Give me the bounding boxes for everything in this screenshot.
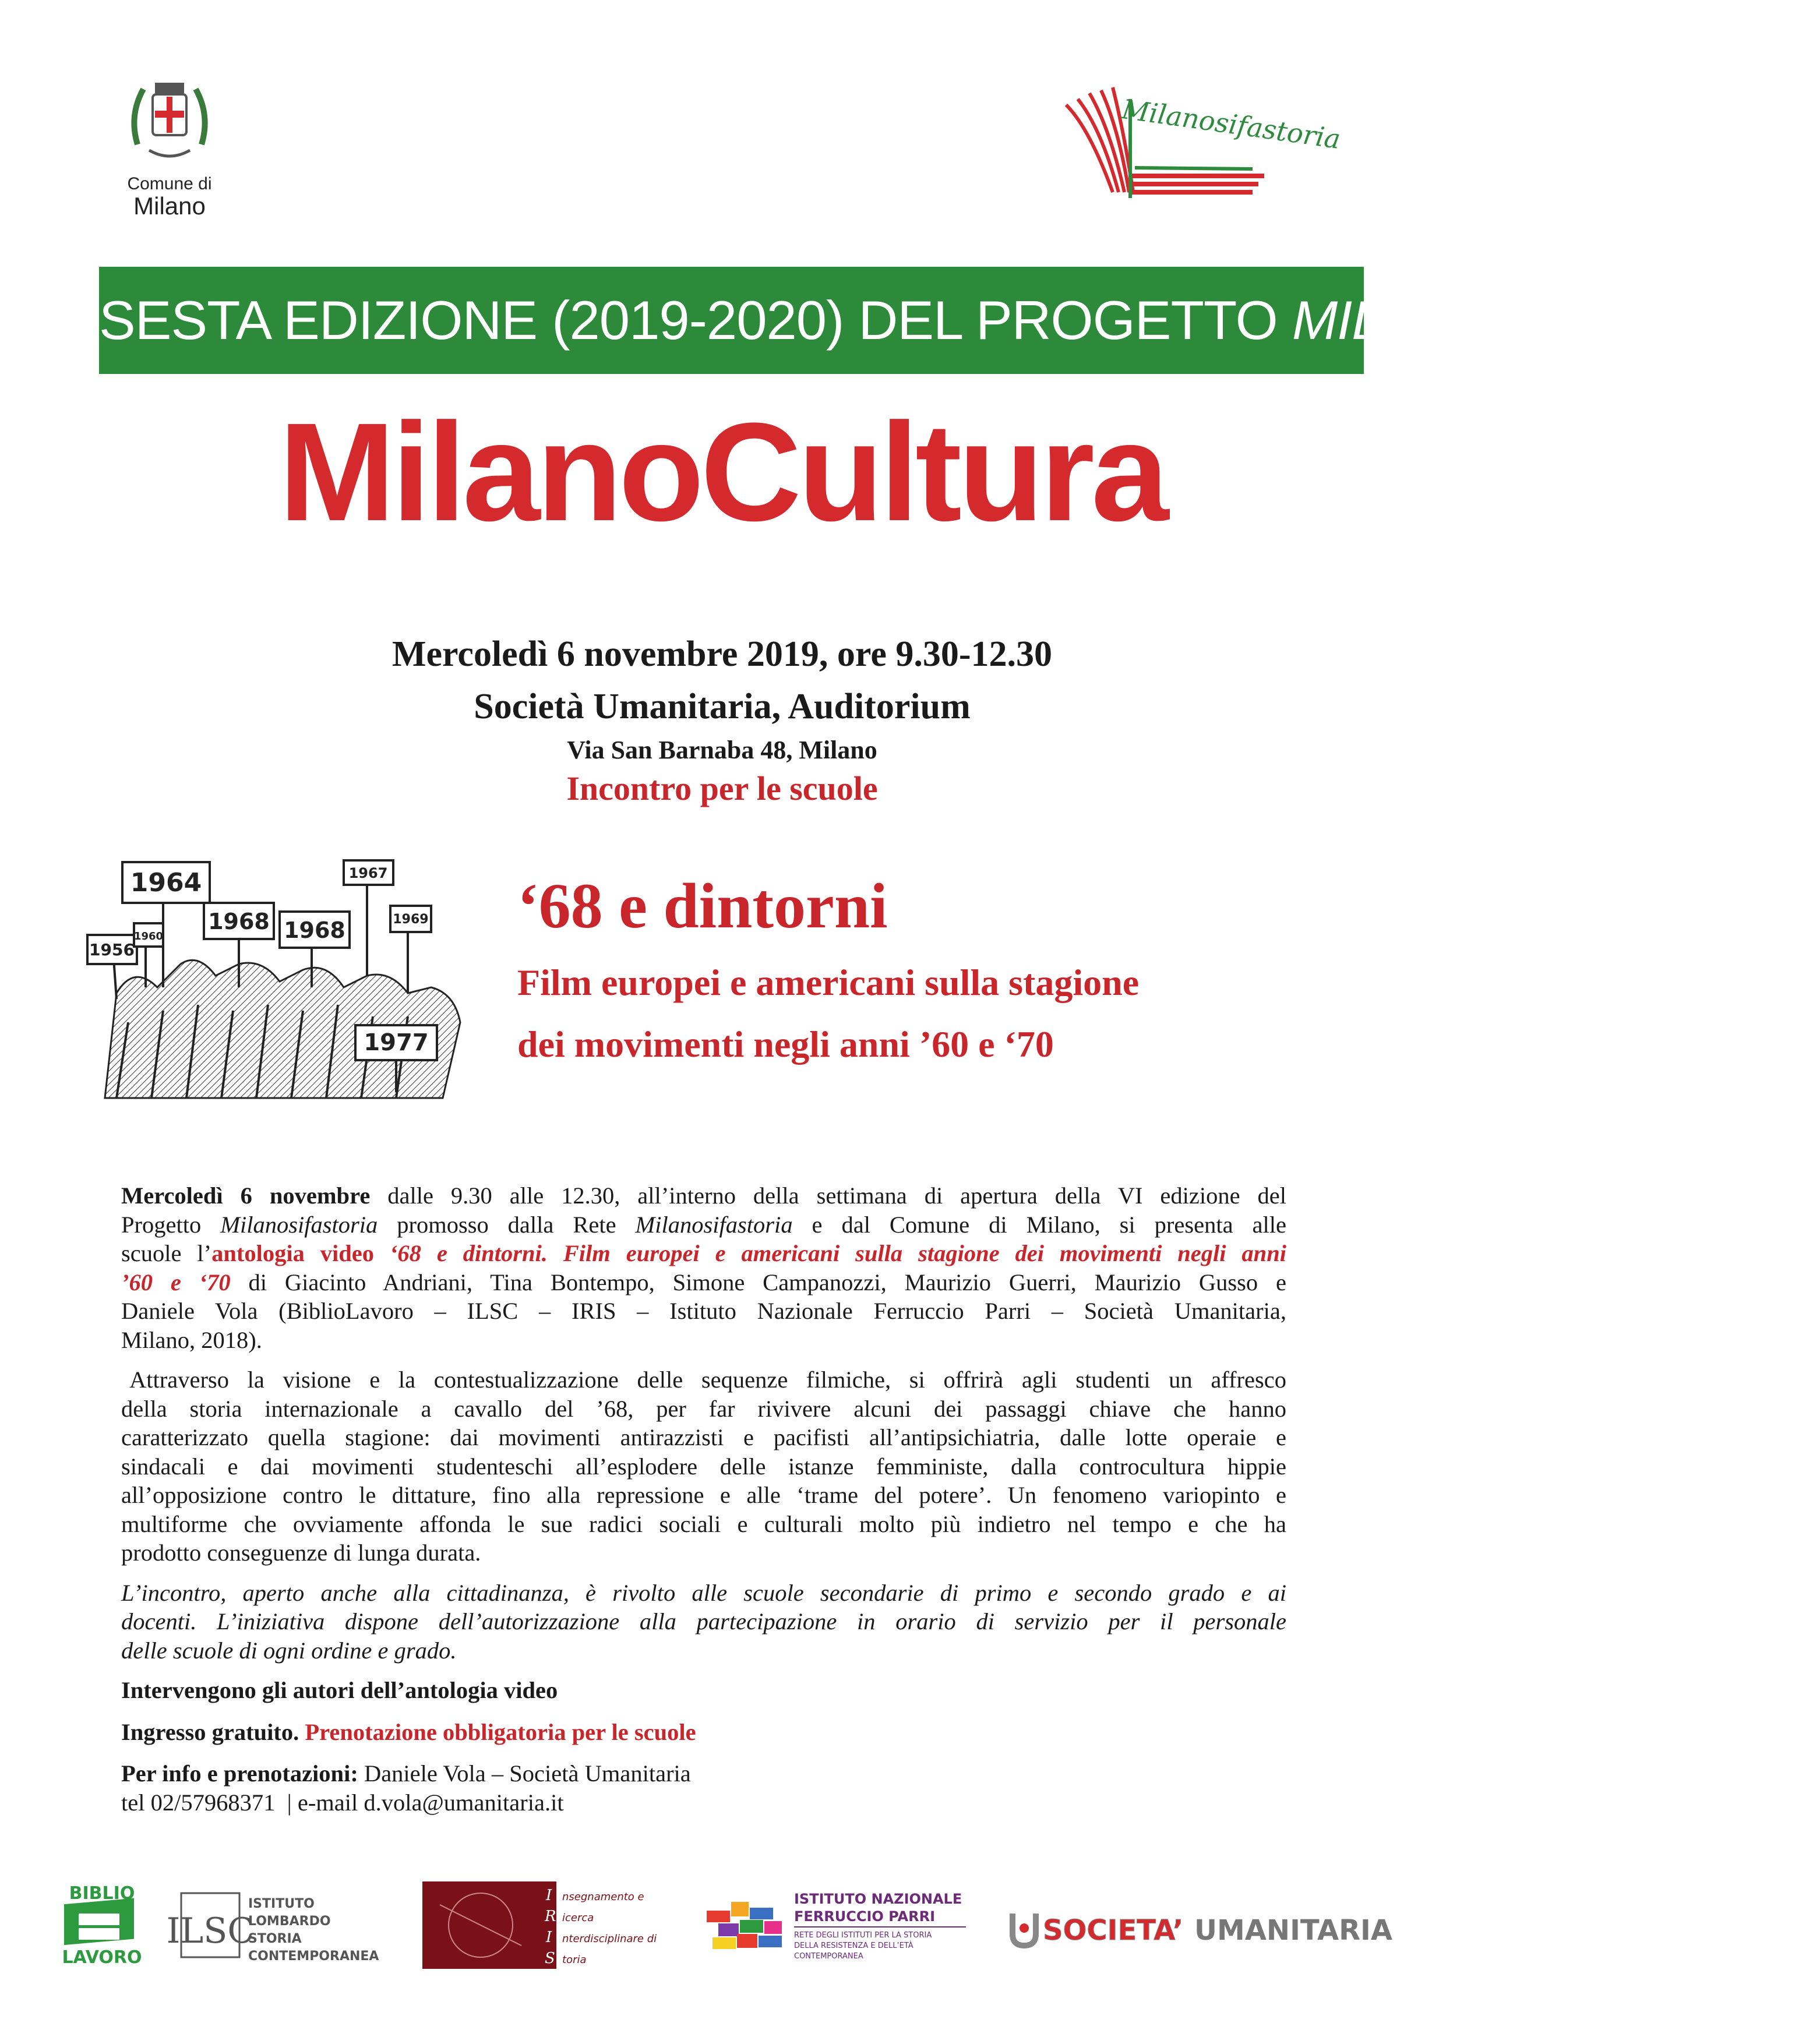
description-line: sindacali e dai movimenti studenteschi all’esplodere delle istanze femministe, dalla controcultura hippie (121, 1453, 1286, 1480)
event-venue: Società Umanitaria, Auditorium (474, 687, 971, 726)
milan-crest-icon (126, 75, 213, 168)
iris-insegnamento: nsegnamento e (562, 1891, 644, 1903)
ilsc-initials: ILSC (166, 1911, 255, 1951)
bibliolavoro-logo (58, 1881, 146, 1969)
sign-label-1960: 1960 (133, 930, 164, 942)
contact-info (121, 1759, 1286, 1788)
sign-label-1967: 1967 (348, 865, 388, 881)
sign-label-1968-a: 1968 (208, 909, 270, 934)
ilsc-logo (166, 1881, 382, 1969)
umanitaria-societa: SOCIETA’ (1043, 1914, 1184, 1947)
sign-label-1964: 1964 (130, 868, 202, 898)
event-type: Incontro per le scuole (566, 769, 878, 807)
speakers-note: Intervengono gli autori dell’antologia video (121, 1677, 558, 1703)
ilsc-lombardo: LOMBARDO (248, 1914, 331, 1929)
project-name: Milanosifastoria (220, 1211, 378, 1238)
intro-text: dalle 9.30 alle 12.30, all’interno della settimana di apertura della VI edizione del (370, 1182, 1286, 1209)
event-address: Via San Barnaba 48, Milano (567, 736, 877, 764)
biblio-word: BIBLIO (69, 1883, 135, 1904)
bibliolavoro-icon (58, 1881, 146, 1969)
sign-label-1977: 1977 (364, 1029, 429, 1056)
umanitaria-icon (1008, 1905, 1393, 1951)
entry-note (121, 1718, 1286, 1747)
body-text (121, 1181, 1286, 1817)
iris-letter-i2: I (546, 1929, 552, 1946)
antologia-title-end: ’60 e ‘70 (121, 1269, 231, 1295)
iris-ricerca: icerca (562, 1912, 594, 1924)
description-line: prodotto conseguenze di lunga durata. (121, 1540, 481, 1566)
intro-text: promosso dalla Rete (378, 1211, 636, 1238)
audience-line: L’incontro, aperto anche alla cittadinanza, è rivolto alle scuole secondarie di primo e secondo grado e ai (121, 1579, 1286, 1606)
istituto-parri-logo (707, 1881, 969, 1969)
comune-di-milano-logo (120, 75, 219, 220)
audience-line: delle scuole di ogni ordine e grado. (121, 1637, 457, 1664)
edition-banner (99, 267, 1813, 374)
milanosifastoria-wordmark: Milanosifastoria (1120, 93, 1343, 156)
intro-text: e dal Comune di Milano, si presenta alle (792, 1211, 1286, 1238)
ilsc-contemporanea: CONTEMPORANEA (248, 1949, 379, 1964)
banner-text: SESTA EDIZIONE (2019-2020) DEL PROGETTO (99, 290, 1292, 351)
free-entry: Ingresso gratuito. (121, 1718, 299, 1745)
iris-icon (422, 1881, 667, 1969)
parri-resistenza: DELLA RESISTENZA E DELL’ETÀ (794, 1941, 913, 1950)
lavoro-word: LAVORO (62, 1947, 142, 1968)
antologia-title: ‘68 e dintorni. Film europei e americani sulla stagione dei movimenti negli anni (374, 1240, 1286, 1266)
paragraph-intro (121, 1181, 1286, 1354)
description-line: multiforme che ovviamente affonda le sue radici sociali e culturali molto più indietro nel tempo e che ha (121, 1510, 1286, 1537)
banner-project-name: MILANOSIFASTORIA (1292, 290, 1813, 351)
audience-line: docenti. L’iniziativa dispone dell’autorizzazione alla partecipazione in orario di servizio per il personale (121, 1608, 1286, 1635)
description-line: caratterizzato quella stagione: dai movimenti antirazzisti e pacifisti all’antipsichiatria, dalle lotte operaie e (121, 1424, 1286, 1450)
protest-crowd-illustration (82, 848, 489, 1121)
description-line: Attraverso la visione e la contestualizzazione delle sequenze filmiche, si offrirà agli studenti un affresco (129, 1367, 1286, 1393)
intro-date: Mercoledì 6 novembre (121, 1182, 371, 1209)
iris-logo (422, 1881, 667, 1969)
info-contact-person: Daniele Vola – Società Umanitaria (358, 1760, 691, 1787)
parri-ferruccio-parri: FERRUCCIO PARRI (794, 1908, 936, 1925)
milano-label: Milano (133, 192, 206, 220)
film-subtitle-line-1: Film europei e americani sulla stagione (517, 962, 1140, 1003)
umanitaria-word: UMANITARIA (1194, 1914, 1393, 1947)
paragraph-description (121, 1365, 1286, 1568)
antologia-label: antologia video (211, 1240, 375, 1266)
ilsc-storia: STORIA (248, 1932, 302, 1946)
iris-storia: toria (562, 1954, 587, 1966)
publication-info: Milano, 2018). (121, 1326, 262, 1353)
contact-phone-email: tel 02/57968371 | e-mail d.vola@umanitaria.it (121, 1789, 564, 1816)
parri-rete: RETE DEGLI ISTITUTI PER LA STORIA (794, 1931, 932, 1940)
parri-istituto-nazionale: ISTITUTO NAZIONALE (794, 1891, 962, 1907)
iris-letter-r: R (545, 1908, 556, 1925)
iris-letter-i: I (546, 1887, 552, 1904)
description-line: all’opposizione contro le dittature, fino alla repressione e alle ‘trame del potere’. Un fenomeno variopinto e (121, 1482, 1286, 1508)
sign-label-1969: 1969 (393, 912, 429, 927)
authors-text: di Giacinto Andriani, Tina Bontempo, Simone Campanozzi, Maurizio Guerri, Maurizio Gusso e (230, 1269, 1286, 1295)
sign-label-1956: 1956 (89, 940, 135, 959)
film-title: ‘68 e dintorni (517, 870, 888, 941)
authors-text: Daniele Vola (BiblioLavoro – ILSC – IRIS – Istituto Nazionale Ferruccio Parri – Società Umanitaria, (121, 1298, 1286, 1324)
societa-umanitaria-logo (1008, 1905, 1393, 1951)
ilsc-istituto: ISTITUTO (248, 1897, 315, 1911)
sign-label-1968-b: 1968 (284, 917, 345, 943)
iris-letter-s: S (545, 1950, 555, 1967)
booking-required: Prenotazione obbligatoria per le scuole (299, 1718, 696, 1745)
milanocultura-title: MilanoCultura (278, 394, 1166, 550)
film-subtitle-line-2: dei movimenti negli anni ’60 e ‘70 (517, 1023, 1054, 1065)
comune-label: Comune di (127, 174, 212, 193)
ilsc-icon (166, 1881, 382, 1969)
iris-interdisciplinare: nterdisciplinare di (562, 1933, 657, 1945)
milanosifastoria-logo (1060, 76, 1343, 216)
parri-icon (707, 1881, 969, 1969)
description-line: della storia internazionale a cavallo del ’68, per far rivivere alcuni dei passaggi chiave che hanno (121, 1395, 1286, 1422)
info-label: Per info e prenotazioni: (121, 1760, 358, 1787)
event-date: Mercoledì 6 novembre 2019, ore 9.30-12.30 (391, 634, 1052, 674)
network-name: Milanosifastoria (635, 1211, 793, 1238)
intro-text: Progetto (121, 1211, 221, 1238)
intro-text: scuole l’ (121, 1240, 212, 1266)
paragraph-audience (121, 1579, 1286, 1665)
parri-contemporanea: CONTEMPORANEA (794, 1952, 863, 1961)
